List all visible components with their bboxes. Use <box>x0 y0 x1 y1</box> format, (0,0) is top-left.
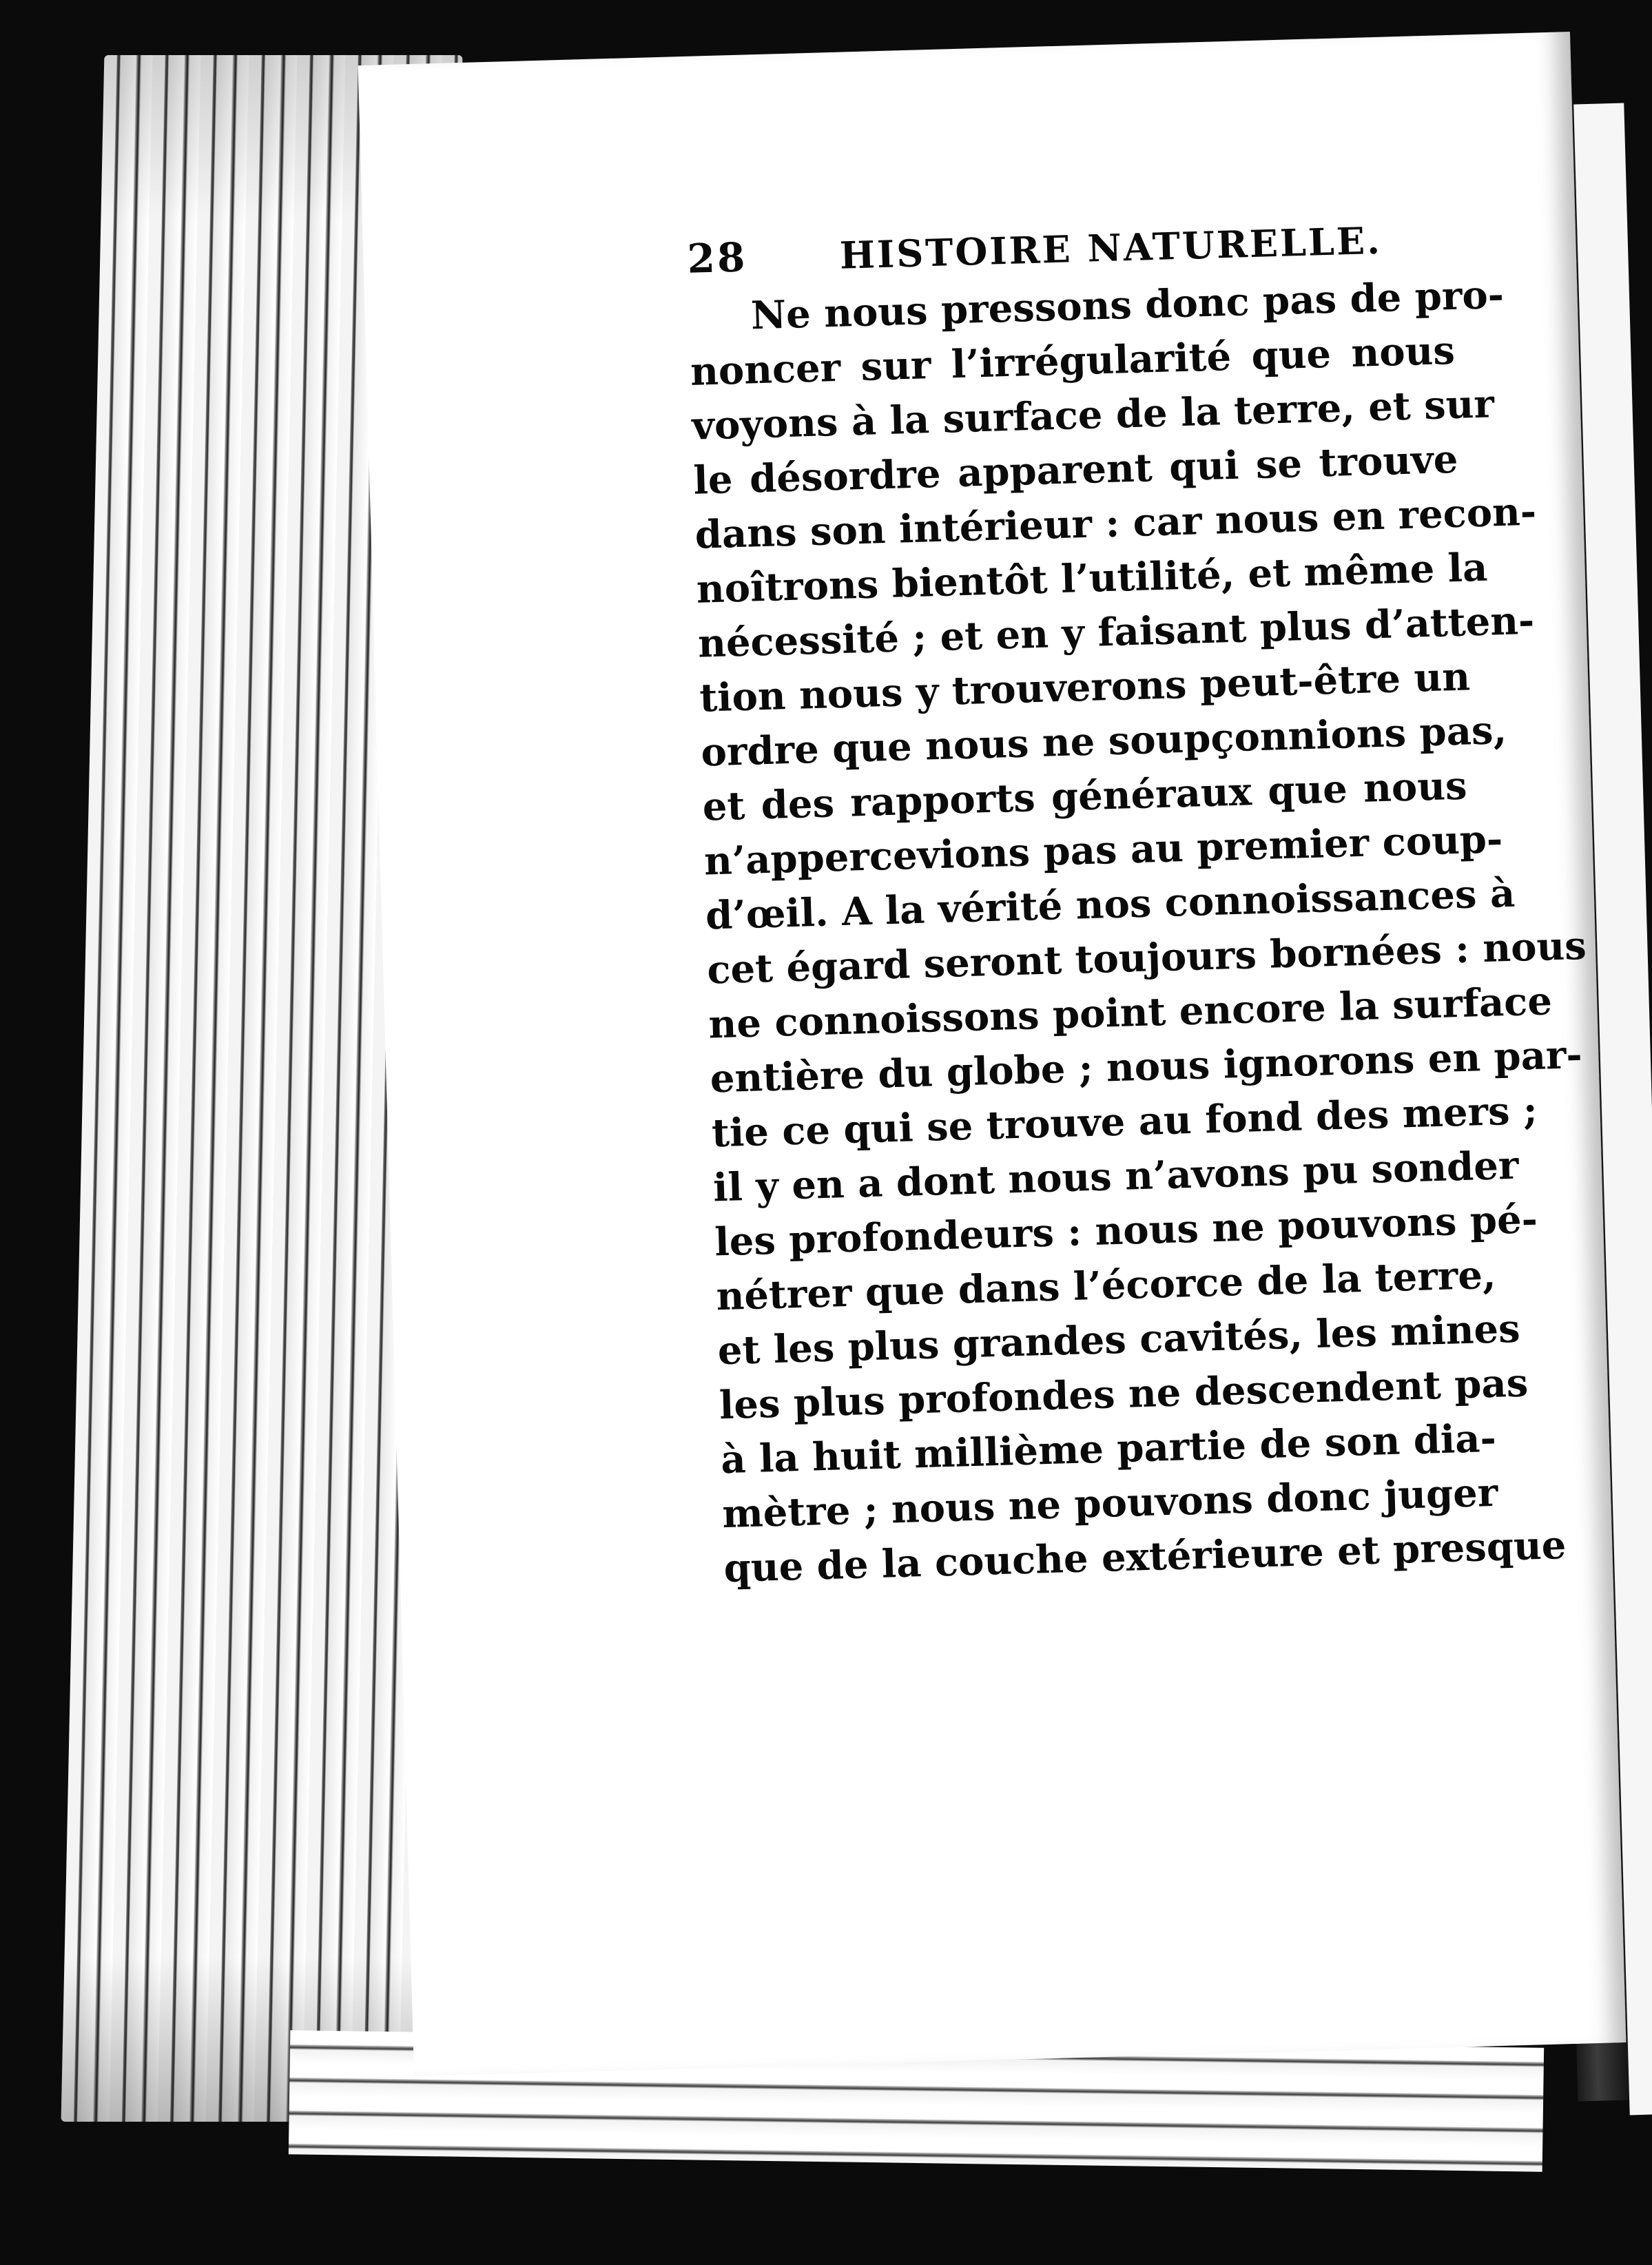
text-line: et les plus grandes cavités, les mines <box>716 1305 1521 1374</box>
text-line: cet égard seront toujours bornées : nous <box>706 922 1587 993</box>
text-line: ordre que nous ne soupçonnions pas, <box>700 707 1507 776</box>
text-line: à la huit millième partie de son dia- <box>720 1415 1497 1483</box>
text-line: n’appercevions pas au premier coup- <box>703 816 1504 885</box>
text-line: les plus profondes ne descendent pas <box>719 1360 1529 1429</box>
text-line: tion nous y trouverons peut-être un <box>699 654 1471 721</box>
text-line: et des rapports généraux que nous <box>701 763 1468 830</box>
text-line: nécessité ; et en y faisant plus d’atten- <box>697 597 1536 667</box>
book-page <box>358 32 1627 2076</box>
text-line: dans son intérieur : car nous en recon- <box>694 488 1537 558</box>
text-line: entière du globe ; nous ignorons en par- <box>709 1032 1583 1102</box>
page-number: 28 <box>686 234 748 282</box>
text-line: voyons à la surface de la terre, et sur <box>691 381 1495 449</box>
text-line: ne connoissons point encore la surface <box>708 978 1553 1048</box>
text-line: il y en a dont nous n’avons pu sonder <box>712 1142 1520 1211</box>
text-line: que de la couche extérieure et presque <box>723 1522 1567 1592</box>
text-line: d’œil. A la vérité nos connoissances à <box>705 870 1516 939</box>
running-head-title: HISTOIRE NATURELLE. <box>839 218 1383 278</box>
page-text-block <box>686 214 1587 1596</box>
text-line: Ne nous pressons donc pas de pro- <box>750 271 1505 339</box>
text-line: tie ce qui se trouve au fond des mers ; <box>711 1087 1538 1157</box>
text-line: noîtrons bientôt l’utilité, et même la <box>696 544 1489 612</box>
text-line: le désordre apparent qui se trouve <box>692 436 1459 504</box>
text-line: nétrer que dans l’écorce de la terre, <box>715 1252 1497 1320</box>
text-line: noncer sur l’irrégularité que nous <box>690 327 1456 395</box>
text-line: mètre ; nous ne pouvons donc juger <box>721 1469 1499 1538</box>
text-line: les profondeurs : nous ne pouvons pé- <box>714 1196 1538 1265</box>
